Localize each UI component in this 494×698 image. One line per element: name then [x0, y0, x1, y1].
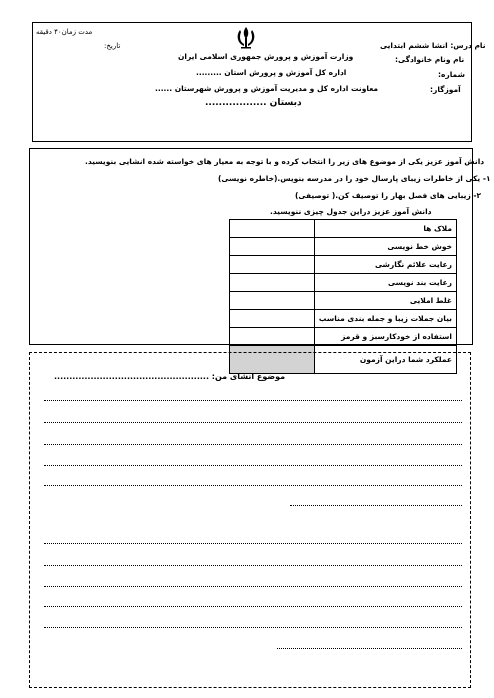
writing-line[interactable] [290, 505, 462, 506]
writing-line[interactable] [44, 465, 462, 466]
rubric-criterion: رعایت علائم نگارشی [314, 256, 456, 274]
writing-line[interactable] [44, 586, 462, 587]
table-row [230, 328, 457, 346]
writing-line[interactable] [44, 543, 462, 544]
student-name-field: نام ونام خانوادگی: [395, 55, 465, 64]
score-cell [230, 292, 315, 310]
table-row [230, 238, 457, 256]
table-row [230, 256, 457, 274]
table-note: دانش آموز عزیز دراین جدول چیزی ننویسید. [270, 207, 432, 216]
score-cell [230, 238, 315, 256]
rubric-criterion: عملکرد شما دراین آزمون [314, 346, 456, 374]
school-name: دبستان .................. [205, 98, 302, 108]
iran-emblem-icon [232, 25, 260, 51]
writing-line[interactable] [44, 485, 462, 486]
score-cell [230, 220, 315, 238]
writing-line[interactable] [44, 627, 462, 628]
exam-duration: مدت زمان۴۰ دقیقه [36, 28, 93, 36]
rubric-criterion: خوش خط نویسی [314, 238, 456, 256]
rubric-criterion: رعایت بند نویسی [314, 274, 456, 292]
score-cell [230, 274, 315, 292]
rubric-table [229, 219, 457, 374]
exam-date-field: تاریخ: [104, 42, 121, 50]
lesson-name: نام درس: انشا ششم ابتدایی [380, 41, 486, 50]
instructions-intro: دانش آموز عزیز یکی از موضوع های زیر را انتخاب کرده و با توجه به معیار های خواسته شده انشایی بنویسید. [85, 157, 485, 166]
essay-topic-label: موضوع انشای من: ................................................... [54, 372, 286, 381]
writing-line[interactable] [44, 400, 462, 401]
writing-line[interactable] [44, 444, 462, 445]
writing-line[interactable] [44, 422, 462, 423]
writing-line[interactable] [44, 565, 462, 566]
student-number-field: شماره: [438, 70, 465, 79]
answer-box [29, 352, 471, 688]
score-cell [230, 328, 315, 346]
table-row [230, 310, 457, 328]
topic-2: ۲- زیبایی های فصل بهار را توصیف کن.( توصیفی) [295, 191, 482, 200]
teacher-field: آموزگار: [430, 85, 461, 94]
writing-line[interactable] [44, 606, 462, 607]
province-office: اداره کل آموزش و پرورش استان ......... [196, 68, 347, 77]
rubric-criterion: غلط املایی [314, 292, 456, 310]
table-row [230, 292, 457, 310]
score-cell [230, 256, 315, 274]
rubric-criterion: استفاده از خودکارسبز و قرمز [314, 328, 456, 346]
ministry-name: وزارت آموزش و پرورش جمهوری اسلامی ایران [178, 52, 354, 61]
rubric-criterion: بیان جملات زیبا و جمله بندی مناسب [314, 310, 456, 328]
rubric-header: ملاک ها [314, 220, 456, 238]
score-cell [230, 310, 315, 328]
topic-1: ۱- یکی از خاطرات زیبای پارسال خود را در مدرسه بنویس.(خاطره نویسی) [218, 174, 491, 183]
county-office: معاونت اداره کل و مدیریت آموزش و پرورش شهرستان ...... [155, 84, 379, 93]
table-row [230, 274, 457, 292]
table-row [230, 220, 457, 238]
writing-line[interactable] [277, 648, 462, 649]
